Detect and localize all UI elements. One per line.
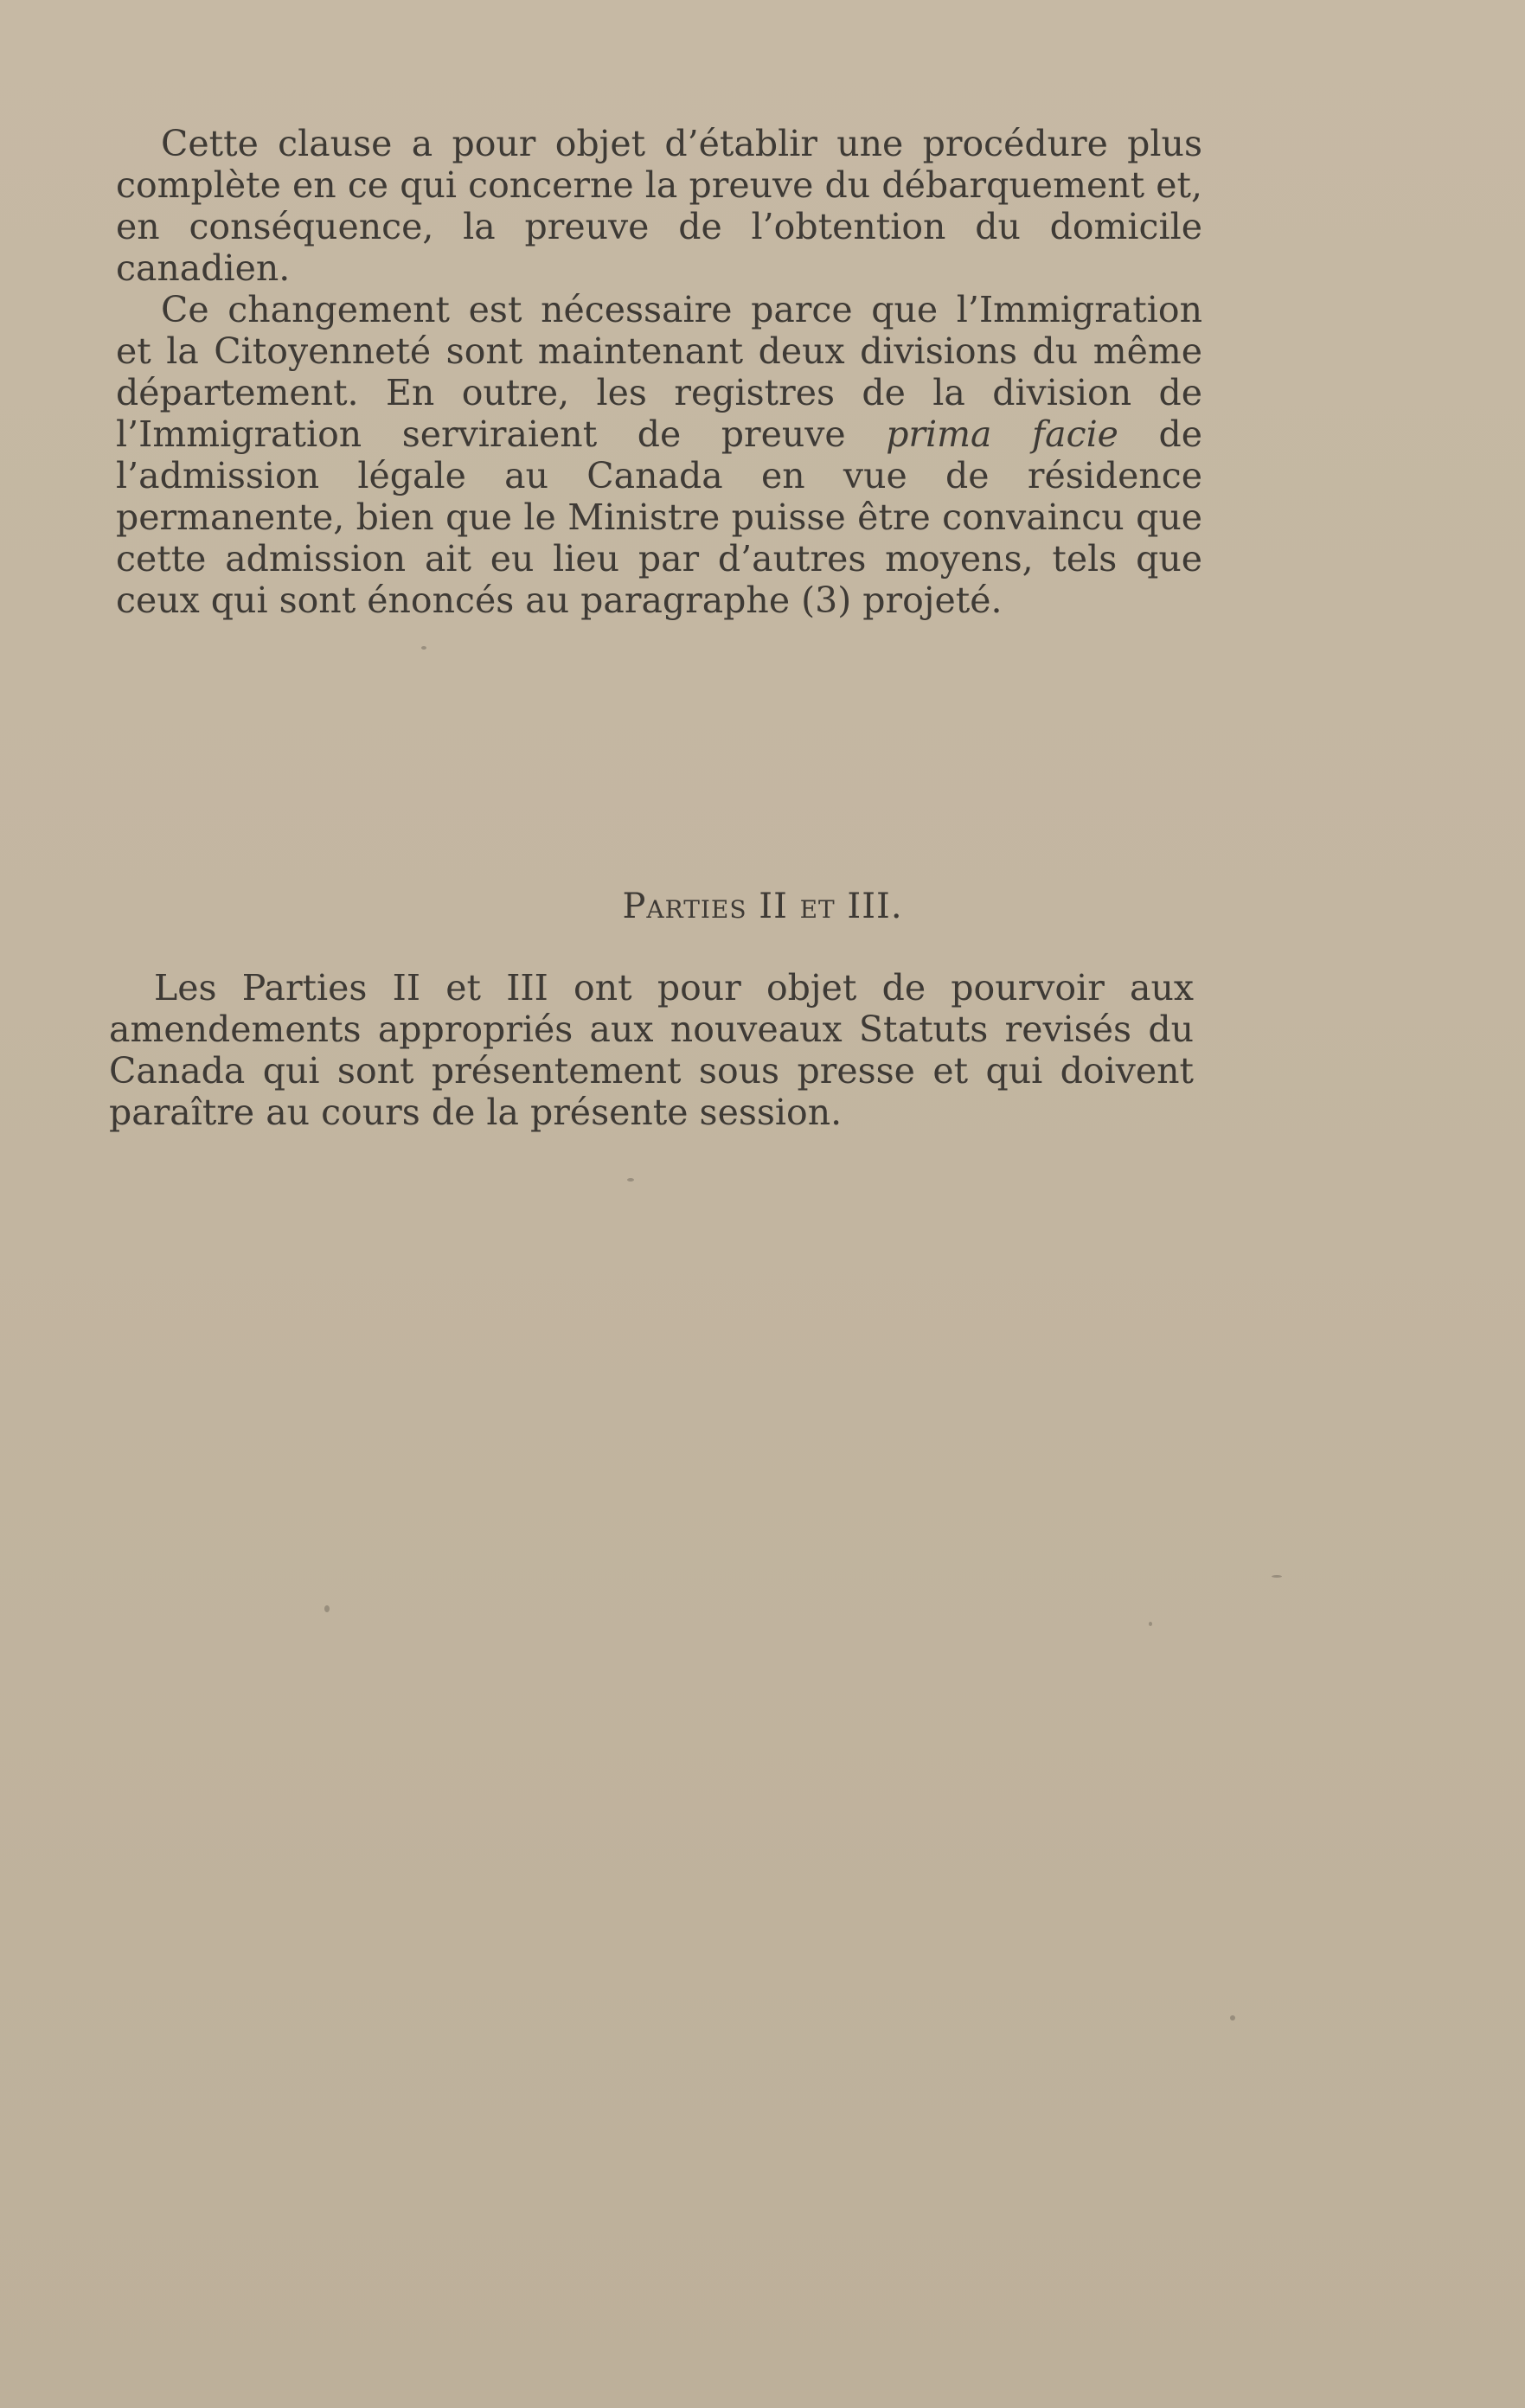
paragraph-clause-purpose [116,123,1202,289]
paper-speck [1272,1575,1282,1578]
section-heading: Parties II et III. [622,887,903,926]
paragraph-text: Cette clause a pour objet d’établir une procédure plus complète en ce qui concerne la preuve du débarquement et, en conséquence, la preuve de l’obtention du domicile canadien. [116,123,1202,289]
paper-speck [1149,1622,1152,1626]
text-block-top [116,123,1202,621]
paragraph-text: de l’admission légale au Canada en vue de résidence permanente, bien que le Ministre puisse être convaincu que cette admission ait eu lieu par d’autres moyens, tels que ceux qui sont énoncés au paragraphe (3) projeté. [116,413,1202,621]
text-block-bottom [109,967,1194,1133]
paper-speck [627,1178,634,1182]
paragraph-text: Ce changement est nécessaire parce que l’Immigration et la Citoyenneté sont maintenant deux divisions du même département. En outre, les registres de la division de l’Immigration serviraient de preuve [116,289,1202,455]
paper-speck [421,646,426,650]
paper-speck [1230,2015,1235,2021]
paragraph-text: Les Parties II et III ont pour objet de pourvoir aux amendements appropriés aux nouveaux Statuts revisés du Canada qui sont présentement sous presse et qui doivent paraître au cours de la présente session. [109,967,1194,1133]
paragraph-parts-purpose [109,967,1194,1133]
paragraph-change-reason [116,289,1202,621]
italic-term: prima facie [886,413,1118,455]
paper-speck [324,1605,330,1612]
